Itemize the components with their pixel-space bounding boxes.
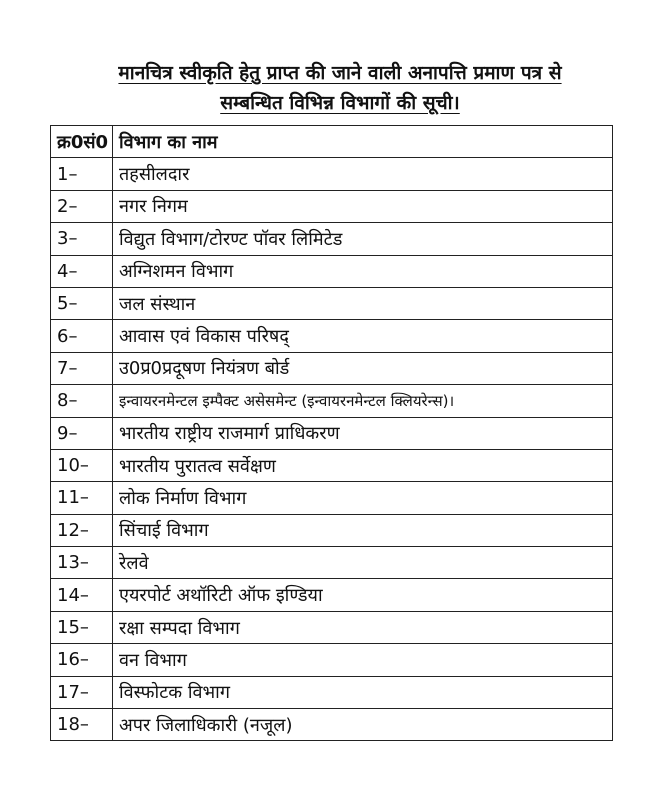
table-row [51,417,613,449]
table-row [51,255,613,287]
row-department: रेलवे [113,547,613,579]
table-row [51,352,613,384]
table-row [51,482,613,514]
table-row [51,547,613,579]
table-header-row [51,126,613,158]
row-serial: 1– [51,158,113,190]
document-heading [40,58,640,118]
row-serial: 8– [51,385,113,417]
row-serial: 12– [51,514,113,546]
table-row [51,190,613,222]
row-department: उ0प्र0प्रदूषण नियंत्रण बोर्ड [113,352,613,384]
table-row [51,579,613,611]
table-row [51,320,613,352]
row-serial: 18– [51,709,113,741]
row-serial: 9– [51,417,113,449]
row-serial: 11– [51,482,113,514]
row-serial: 7– [51,352,113,384]
table-row [51,676,613,708]
row-serial: 3– [51,223,113,255]
row-serial: 17– [51,676,113,708]
row-serial: 6– [51,320,113,352]
table-row [51,385,613,417]
column-header-serial: क्र0सं0 [51,126,113,158]
row-department: लोक निर्माण विभाग [113,482,613,514]
row-serial: 16– [51,644,113,676]
row-department: भारतीय राष्ट्रीय राजमार्ग प्राधिकरण [113,417,613,449]
row-department: वन विभाग [113,644,613,676]
row-serial: 13– [51,547,113,579]
table-row [51,287,613,319]
table-row [51,644,613,676]
table-row [51,611,613,643]
row-department: विद्युत विभाग/टोरण्ट पॉवर लिमिटेड [113,223,613,255]
row-department: सिंचाई विभाग [113,514,613,546]
row-department: इन्वायरनमेन्टल इम्पैक्ट असेसमेन्ट (इन्वायरनमेन्टल क्लियरेन्स)। [113,385,613,417]
table-row [51,223,613,255]
row-serial: 5– [51,287,113,319]
row-department: जल संस्थान [113,287,613,319]
heading-line-2: सम्बन्धित विभिन्न विभागों की सूची। [220,92,460,114]
row-department: एयरपोर्ट अथॉरिटी ऑफ इण्डिया [113,579,613,611]
table-row [51,514,613,546]
row-department: भारतीय पुरातत्व सर्वेक्षण [113,449,613,481]
row-department: अपर जिलाधिकारी (नजूल) [113,709,613,741]
heading-line-1: मानचित्र स्वीकृति हेतु प्राप्त की जाने वाली अनापत्ति प्रमाण पत्र से [118,62,562,84]
table-row [51,709,613,741]
row-serial: 15– [51,611,113,643]
row-department: विस्फोटक विभाग [113,676,613,708]
row-department: नगर निगम [113,190,613,222]
row-serial: 10– [51,449,113,481]
row-serial: 14– [51,579,113,611]
table-row [51,449,613,481]
row-department: तहसीलदार [113,158,613,190]
table-row [51,158,613,190]
department-table [50,125,613,741]
row-department: अग्निशमन विभाग [113,255,613,287]
row-serial: 2– [51,190,113,222]
row-department: रक्षा सम्पदा विभाग [113,611,613,643]
row-serial: 4– [51,255,113,287]
column-header-department: विभाग का नाम [113,126,613,158]
row-department: आवास एवं विकास परिषद् [113,320,613,352]
